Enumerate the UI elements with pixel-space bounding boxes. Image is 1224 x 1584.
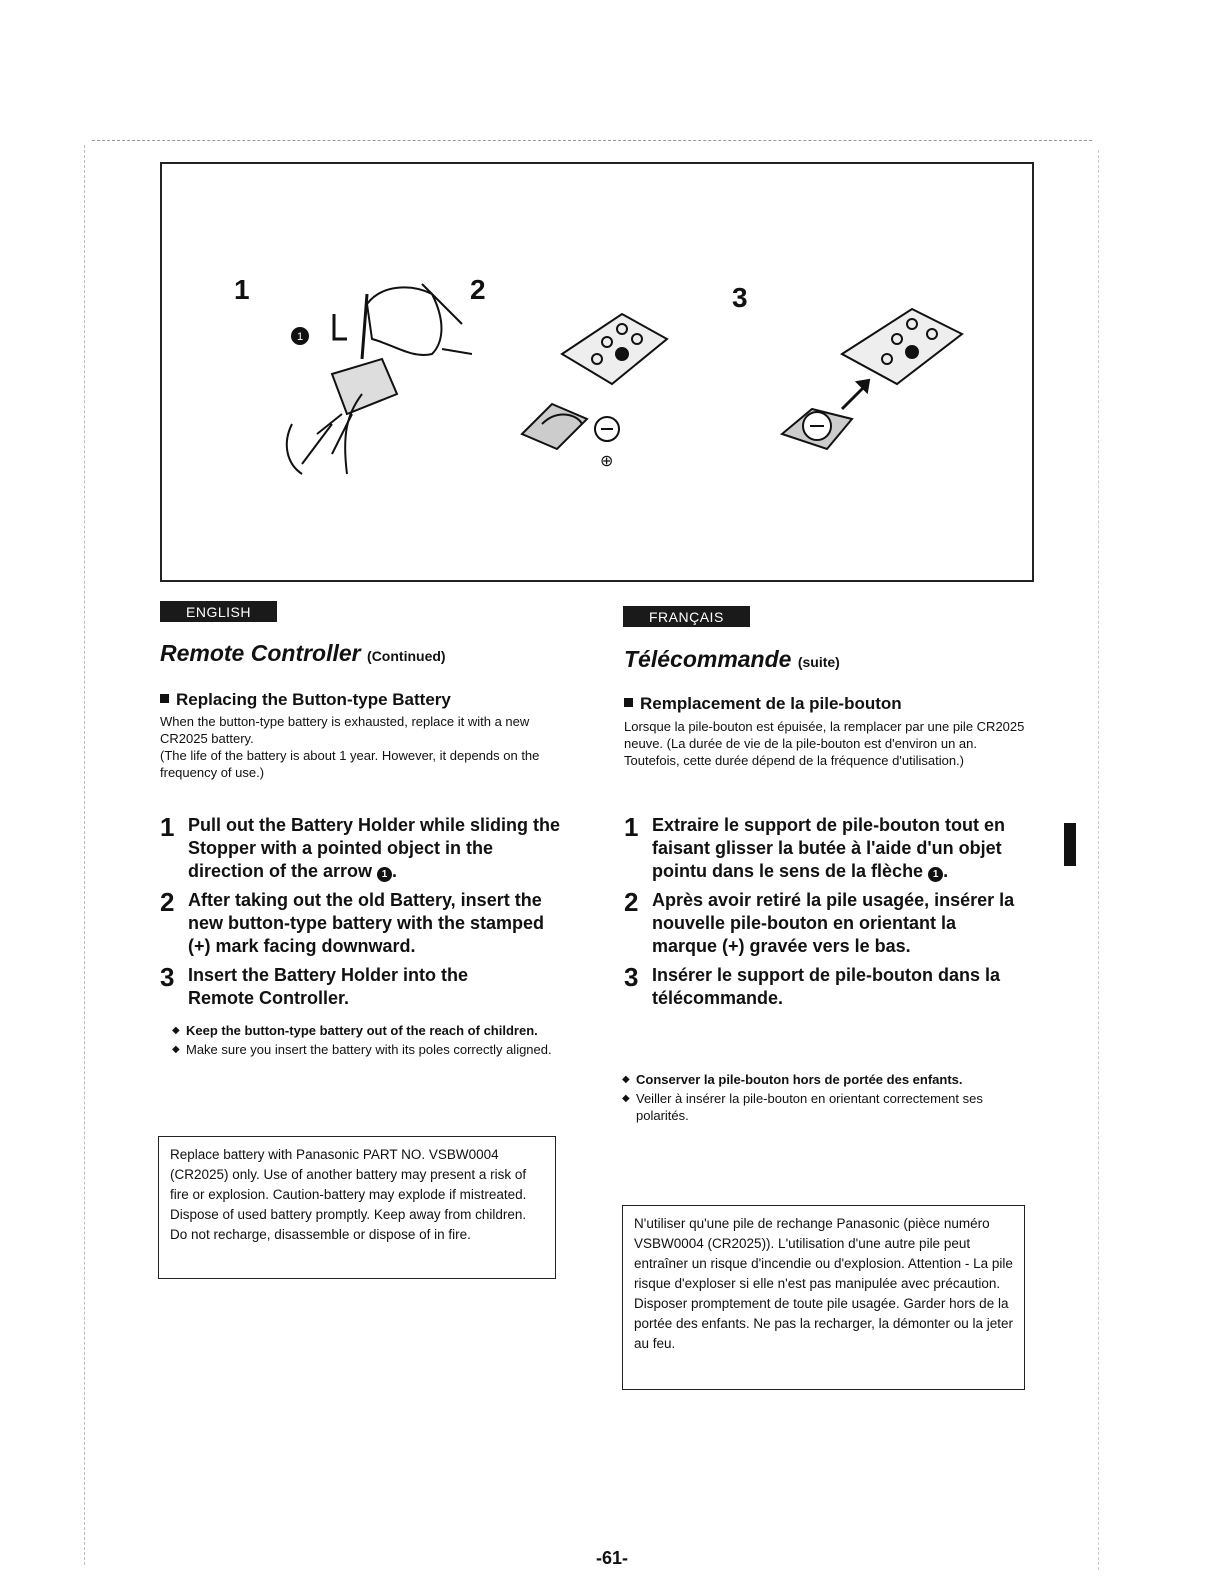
- figure-step-2-number: 2: [470, 274, 486, 305]
- french-caution-box: [622, 1205, 1025, 1390]
- english-title-text: Remote Controller: [160, 640, 361, 666]
- step-number: 2: [624, 887, 639, 917]
- french-language-tab: FRANÇAIS: [623, 606, 750, 627]
- step-text: Pull out the Battery Holder while sliding the Stopper with a pointed object in the direction of the arrow: [188, 815, 561, 881]
- english-notes: [172, 1022, 567, 1058]
- diamond-bullet-icon: ◆: [172, 1025, 180, 1036]
- left-margin-rule: [84, 145, 85, 1565]
- section-edge-marker: [1064, 823, 1076, 866]
- page-number: -61-: [595, 1548, 628, 1568]
- french-title-suffix: (suite): [797, 654, 840, 670]
- step-text: Insert the Battery Holder into the Remote Controller.: [188, 965, 469, 1008]
- french-steps: [624, 814, 1024, 1010]
- english-note-2: ◆ Make sure you insert the battery with its poles correctly aligned.: [172, 1042, 552, 1057]
- french-notes: [622, 1071, 1022, 1124]
- french-section-title: [624, 646, 840, 673]
- french-intro: Lorsque la pile-bouton est épuisée, la remplacer par une pile CR2025 neuve. (La durée de vie de la pile-bouton est d'environ un an. Toutefois, cette durée dépend de la fréquence d'utilisation.): [624, 719, 1025, 768]
- right-margin-rule: [1098, 150, 1099, 1570]
- illustration-box: [160, 162, 1034, 582]
- pull-battery-holder-illustration: [272, 264, 472, 484]
- english-title-suffix: (Continued): [367, 648, 446, 664]
- step-text: Extraire le support de pile-bouton tout en faisant glisser la butée à l'aide d'un objet pointu dans le sens de la flèche: [652, 815, 1006, 881]
- diamond-bullet-icon: ◆: [172, 1044, 180, 1055]
- english-intro-line-2: (The life of the battery is about 1 year. However, it depends on the frequency of use.): [160, 748, 540, 780]
- step-number: 1: [160, 812, 175, 842]
- square-bullet-icon: [160, 694, 169, 703]
- french-caution-text: N'utiliser qu'une pile de rechange Panasonic (pièce numéro VSBW0004 (CR2025)). L'utilisation d'une autre pile peut entraîner un risque d'incendie ou d'explosion. Attention - La pile risque d'exploser si elle n'est pas manipulée avec précaution. Disposer promptement de toute pile usagée. Garder hors de la portée des enfants. Ne pas la recharger, la démonter ou la jeter au feu.: [634, 1216, 1013, 1351]
- french-subheading: [624, 694, 902, 714]
- english-caution-box: [158, 1136, 556, 1279]
- english-section-title: [160, 640, 446, 667]
- diamond-bullet-icon: ◆: [622, 1093, 630, 1104]
- english-step-3: [160, 964, 565, 1010]
- english-subheading: [160, 690, 451, 710]
- english-step-1: 1 Pull out the Battery Holder while sliding the Stopper with a pointed object in the direction of the arrow 1 .: [160, 812, 561, 881]
- insert-battery-illustration: [512, 294, 672, 474]
- step-number: 3: [624, 962, 639, 992]
- step-number: 3: [160, 962, 175, 992]
- plus-symbol: ⊕: [600, 451, 614, 470]
- figure-step-1-number: 1: [234, 274, 250, 305]
- square-bullet-icon: [624, 698, 633, 707]
- english-intro: [160, 713, 570, 781]
- english-steps: [160, 814, 565, 1010]
- arrow-marker-number: 1: [296, 331, 304, 343]
- figure-step-3-number: 3: [732, 282, 748, 313]
- french-step-2: [624, 889, 1024, 958]
- top-rule: [92, 140, 1092, 141]
- step-text: Après avoir retiré la pile usagée, insérer la nouvelle pile-bouton en orientant la marque (+) gravée vers le bas.: [652, 890, 1015, 956]
- english-language-tab: ENGLISH: [160, 601, 277, 622]
- insert-holder-illustration: [772, 294, 972, 464]
- french-note-2: ◆ Veiller à insérer la pile-bouton en orientant correctement ses polarités.: [622, 1091, 983, 1123]
- step-text: Insérer le support de pile-bouton dans la télécommande.: [652, 965, 1001, 1008]
- step-number: 1: [624, 812, 639, 842]
- english-step-2: [160, 889, 565, 958]
- english-note-1: ◆ Keep the button-type battery out of the reach of children.: [172, 1023, 538, 1038]
- english-caution-text: Replace battery with Panasonic PART NO. VSBW0004 (CR2025) only. Use of another battery may present a risk of fire or explosion. Caution-battery may explode if mistreated. Dispose of used battery promptly. Keep away from children. Do not recharge, disassemble or dispose of in fire.: [170, 1147, 527, 1242]
- french-step-1: 1 Extraire le support de pile-bouton tout en faisant glisser la butée à l'aide d'un objet pointu dans le sens de la flèche 1 .: [624, 812, 1006, 881]
- arrow-marker-icon: 1: [928, 867, 943, 882]
- french-step-3: [624, 964, 1024, 1010]
- french-title-text: Télécommande: [624, 646, 792, 672]
- step-text: After taking out the old Battery, insert the new button-type battery with the stamped (+) mark facing downward.: [188, 890, 545, 956]
- step-number: 2: [160, 887, 175, 917]
- french-note-1: ◆ Conserver la pile-bouton hors de portée des enfants.: [622, 1072, 963, 1087]
- french-subheading-text: Remplacement de la pile-bouton: [640, 694, 902, 713]
- arrow-marker-icon: 1: [377, 867, 392, 882]
- english-intro-line-1: When the button-type battery is exhausted, replace it with a new CR2025 battery.: [160, 714, 530, 746]
- english-subheading-text: Replacing the Button-type Battery: [176, 690, 451, 709]
- diamond-bullet-icon: ◆: [622, 1074, 630, 1085]
